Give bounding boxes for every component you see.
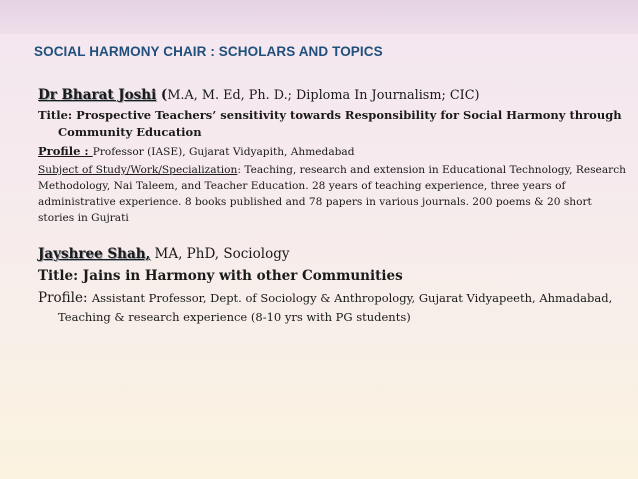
scholar2-header [38,244,628,264]
scholar1-name: Dr Bharat Joshi [38,87,157,103]
slide-content [38,86,628,326]
scholar2-profile-label: Profile: [38,290,92,306]
scholar2-name: Jayshree Shah, [38,246,151,262]
scholar1-subject [38,162,628,226]
scholar1-header [38,86,628,105]
scholar1-profile-value: Professor (IASE), Gujarat Vidyapith, Ahmedabad [92,146,355,158]
slide-title: SOCIAL HARMONY CHAIR : SCHOLARS AND TOPICS [34,44,383,59]
scholar1-profile-label: Profile : [38,144,93,158]
scholar1-subject-label: Subject of Study/Work/Specialization [38,164,238,176]
scholar2-title: Title: Jains in Harmony with other Communities [38,268,403,284]
scholar1-qualifications: M.A, M. Ed, Ph. D.; Diploma In Journalism; CIC) [167,88,480,103]
scholar2-profile [38,288,628,326]
scholar2-profile-value: Assistant Professor, Dept. of Sociology & Anthropology, Gujarat Vidyapeeth, Ahmadabad, Teaching & research experience (8-10 yrs with PG students) [58,291,613,324]
scholar2-qualifications: MA, PhD, Sociology [150,246,290,262]
section-gap [38,226,628,244]
top-decorative-band [0,0,638,34]
scholar1-profile [38,143,628,160]
scholar1-subject-value: : Teaching, research and extension in Educational Technology, Research Methodology, Nai Taleem, and Teacher Education. 28 years of teaching experience, three years of administrative experience. 8 books published and 78 papers in various journals. 200 poems & 20 short stories in Gujrati [38,164,626,224]
scholar1-title: Title: Prospective Teachers’ sensitivity towards Responsibility for Social Harmony through Community Education [38,108,622,139]
scholar1-open-paren: ( [156,87,168,103]
